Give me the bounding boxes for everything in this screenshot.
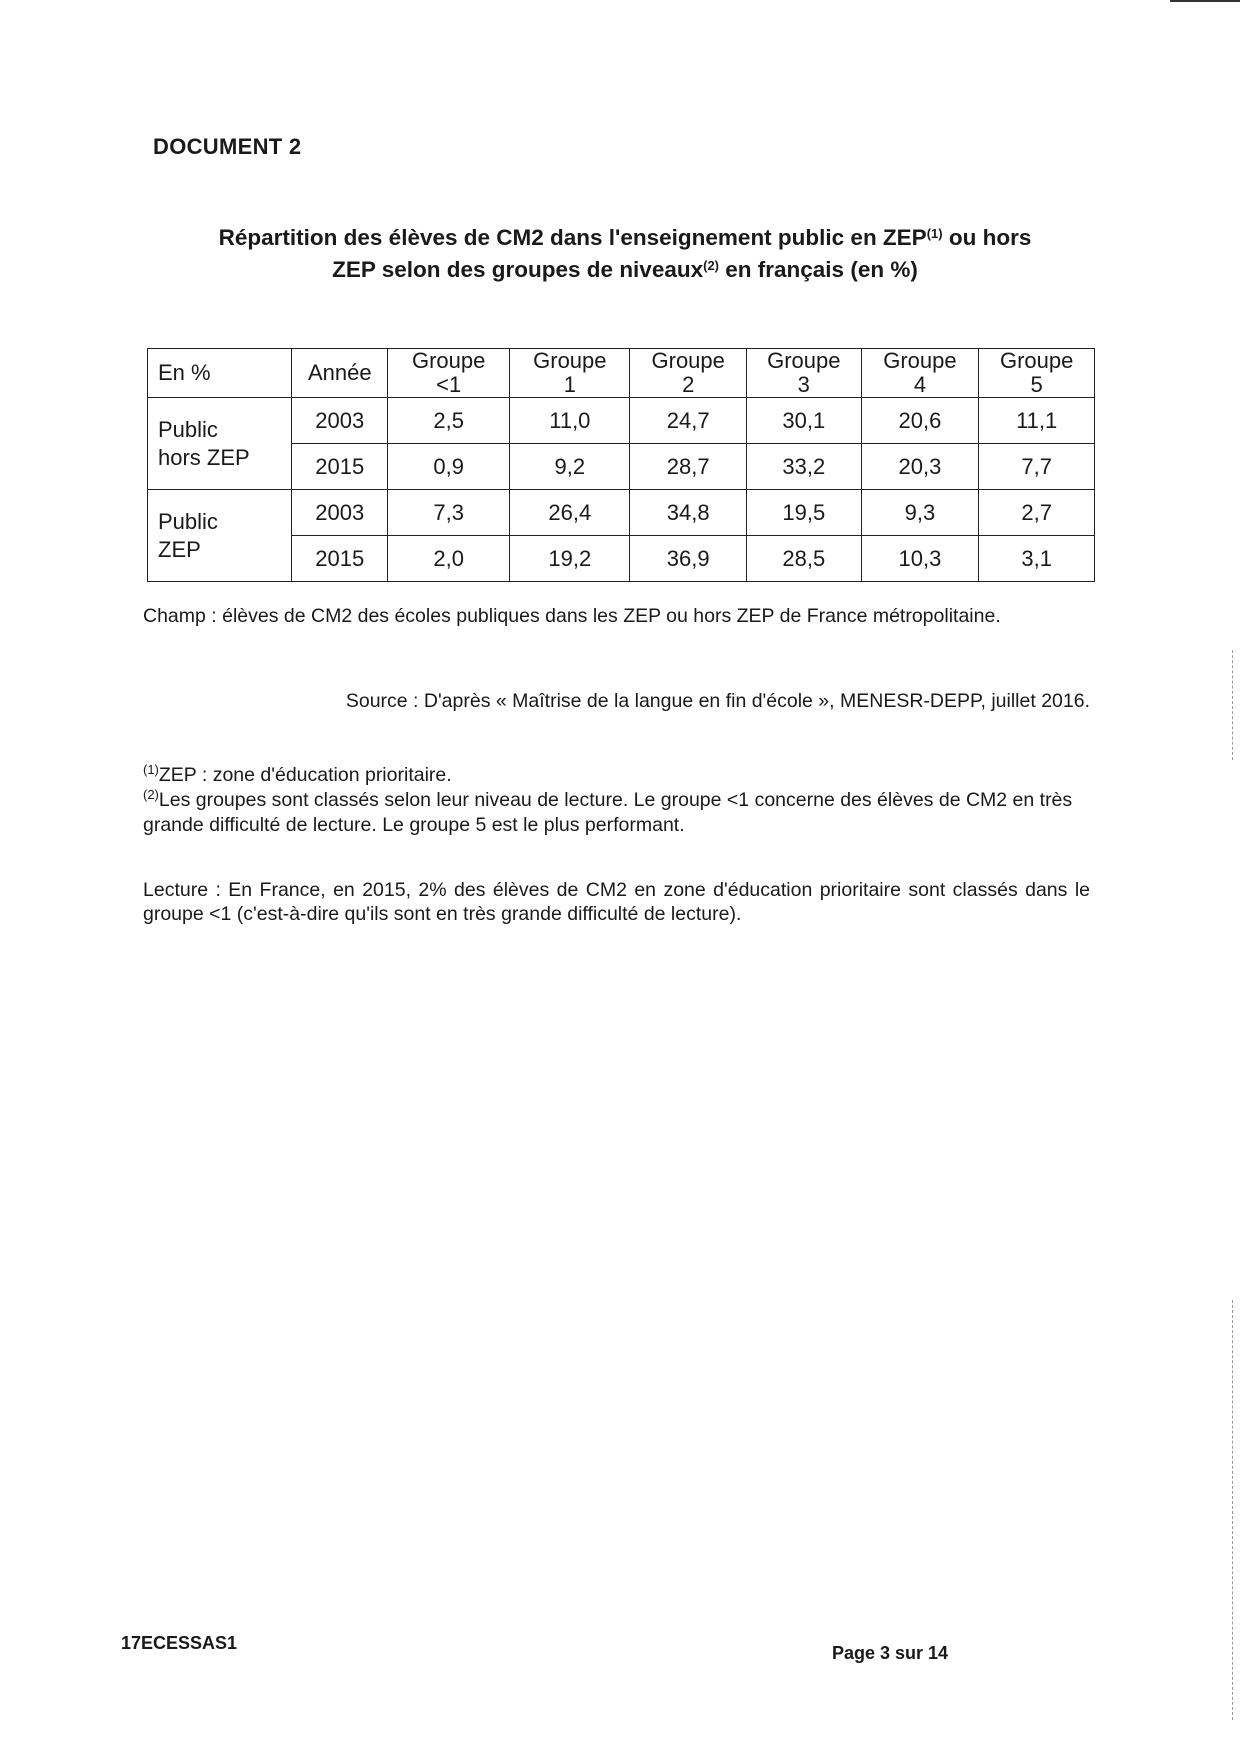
header-group: Groupe 5 [979,349,1095,398]
document-title [150,222,1100,286]
value-cell: 30,1 [747,398,861,444]
footnote-2: $^{(2)}$Les groupes sont classés selon leur niveau de lecture. Le groupe <1 concerne des élèves de CM2 en très grande difficulté de lecture. Le groupe 5 est le plus performant. [143,787,1073,836]
value-cell: 2,5 [388,398,510,444]
value-cell: 0,9 [388,444,510,490]
value-cell: 3,1 [979,536,1095,582]
value-cell: 33,2 [747,444,861,490]
year-cell: 2003 [292,398,388,444]
document-label: DOCUMENT 2 [153,134,302,159]
scan-edge-mark [1232,650,1233,760]
value-cell: 20,6 [861,398,979,444]
scan-edge-mark [1170,0,1240,2]
header-group: Groupe <1 [388,349,510,398]
source-note: Source : D'après « Maîtrise de la langue en fin d'école », MENESR-DEPP, juillet 2016. [345,690,1090,712]
value-cell: 20,3 [861,444,979,490]
year-cell: 2015 [292,536,388,582]
data-table [147,348,1095,582]
value-cell: 9,2 [510,444,630,490]
exam-code: 17ECESSAS1 [121,1633,238,1653]
title-line2: ZEP selon des groupes de niveaux$^{(2)}$ en français (en %) [332,257,918,282]
year-cell: 2015 [292,444,388,490]
footnotes [143,763,1090,838]
header-group: Groupe 1 [510,349,630,398]
reading-note: Lecture : En France, en 2015, 2% des élèves de CM2 en zone d'éducation prioritaire sont classés dans le groupe <1 (c'est-à-dire qu'ils sont en très grande difficulté de lecture). [143,879,1090,925]
header-group: Groupe 2 [630,349,747,398]
year-cell: 2003 [292,490,388,536]
value-cell: 19,5 [747,490,861,536]
value-cell: 7,3 [388,490,510,536]
value-cell: 24,7 [630,398,747,444]
row-group-label: Public hors ZEP [148,398,292,490]
value-cell: 34,8 [630,490,747,536]
header-group: Groupe 4 [861,349,979,398]
footnote-1: $^{(1)}$ZEP : zone d'éducation prioritaire. [143,762,452,786]
header-group: Groupe 3 [747,349,861,398]
value-cell: 28,5 [747,536,861,582]
table-row [148,398,1095,444]
value-cell: 19,2 [510,536,630,582]
value-cell: 10,3 [861,536,979,582]
value-cell: 26,4 [510,490,630,536]
value-cell: 28,7 [630,444,747,490]
value-cell: 7,7 [979,444,1095,490]
value-cell: 11,0 [510,398,630,444]
header-year: Année [292,349,388,398]
scope-note: Champ : élèves de CM2 des écoles publiques dans les ZEP ou hors ZEP de France métropolitaine. [143,605,1001,627]
value-cell: 2,7 [979,490,1095,536]
footnote-ref: (1) [926,226,943,241]
table-row [148,490,1095,536]
value-cell: 11,1 [979,398,1095,444]
scan-edge-mark [1232,1300,1233,1720]
value-cell: 9,3 [861,490,979,536]
value-cell: 36,9 [630,536,747,582]
title-line1: Répartition des élèves de CM2 dans l'enseignement public en ZEP$^{(1)}$ ou hors [218,225,1032,250]
row-group-label: Public ZEP [148,490,292,582]
footnote-ref: (2) [703,258,720,273]
value-cell: 2,0 [388,536,510,582]
table-header-row [148,349,1095,398]
page-number: Page 3 sur 14 [832,1643,949,1663]
header-corner: En % [148,349,292,398]
